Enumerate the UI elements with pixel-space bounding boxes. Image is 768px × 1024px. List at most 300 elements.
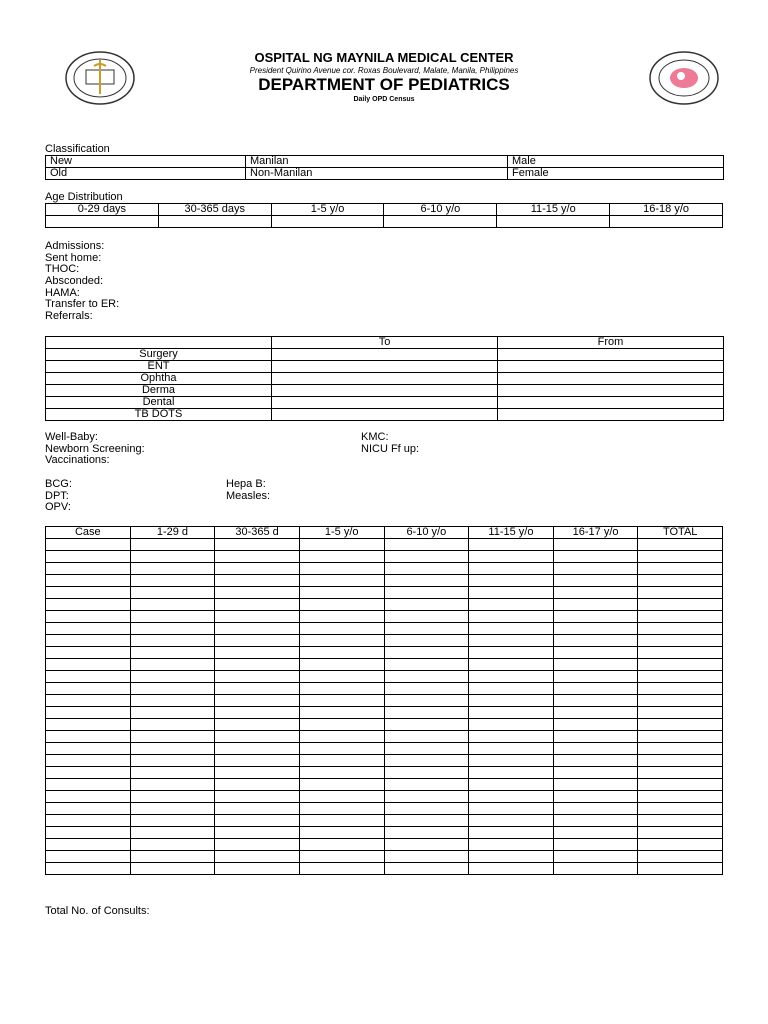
case-count-cell[interactable] bbox=[553, 767, 638, 779]
case-name-cell[interactable] bbox=[46, 755, 131, 767]
age-input-cell[interactable] bbox=[46, 216, 159, 228]
case-count-cell[interactable] bbox=[130, 551, 215, 563]
case-count-cell[interactable] bbox=[384, 695, 469, 707]
case-count-cell[interactable] bbox=[553, 839, 638, 851]
case-count-cell[interactable] bbox=[130, 623, 215, 635]
case-name-cell[interactable] bbox=[46, 587, 131, 599]
case-count-cell[interactable] bbox=[215, 827, 300, 839]
case-count-cell[interactable] bbox=[299, 827, 384, 839]
case-count-cell[interactable] bbox=[638, 659, 723, 671]
case-name-cell[interactable] bbox=[46, 659, 131, 671]
table-header-row bbox=[46, 337, 724, 349]
table-row bbox=[46, 623, 723, 635]
case-count-cell[interactable] bbox=[130, 731, 215, 743]
case-count-cell[interactable] bbox=[553, 671, 638, 683]
case-count-cell[interactable] bbox=[215, 695, 300, 707]
dpt-label: DPT: bbox=[45, 489, 69, 502]
case-count-cell[interactable] bbox=[130, 539, 215, 551]
case-count-cell[interactable] bbox=[215, 635, 300, 647]
table-row bbox=[46, 385, 724, 397]
case-count-cell[interactable] bbox=[384, 851, 469, 863]
case-count-cell[interactable] bbox=[215, 647, 300, 659]
case-count-cell[interactable] bbox=[469, 611, 554, 623]
case-count-cell[interactable] bbox=[299, 539, 384, 551]
case-count-cell[interactable] bbox=[215, 719, 300, 731]
case-count-cell[interactable] bbox=[384, 827, 469, 839]
referral-service: Surgery bbox=[46, 349, 272, 361]
case-header: 11-15 y/o bbox=[469, 527, 554, 539]
case-count-cell[interactable] bbox=[469, 743, 554, 755]
case-header-total: TOTAL bbox=[638, 527, 723, 539]
case-name-cell[interactable] bbox=[46, 731, 131, 743]
case-count-cell[interactable] bbox=[469, 551, 554, 563]
case-count-cell[interactable] bbox=[299, 635, 384, 647]
case-count-cell[interactable] bbox=[638, 647, 723, 659]
case-count-cell[interactable] bbox=[553, 707, 638, 719]
case-count-cell[interactable] bbox=[553, 851, 638, 863]
referral-from-cell[interactable] bbox=[498, 397, 724, 409]
case-count-cell[interactable] bbox=[638, 827, 723, 839]
table-row bbox=[46, 563, 723, 575]
case-count-cell[interactable] bbox=[553, 683, 638, 695]
case-count-cell[interactable] bbox=[553, 611, 638, 623]
case-count-cell[interactable] bbox=[553, 635, 638, 647]
case-count-cell[interactable] bbox=[553, 731, 638, 743]
case-header: 30-365 d bbox=[215, 527, 300, 539]
case-count-cell[interactable] bbox=[215, 767, 300, 779]
case-count-cell[interactable] bbox=[638, 575, 723, 587]
case-count-cell[interactable] bbox=[638, 587, 723, 599]
case-count-cell[interactable] bbox=[299, 623, 384, 635]
case-count-cell[interactable] bbox=[638, 719, 723, 731]
case-count-cell[interactable] bbox=[384, 551, 469, 563]
case-count-cell[interactable] bbox=[299, 611, 384, 623]
case-count-cell[interactable] bbox=[553, 659, 638, 671]
case-name-cell[interactable] bbox=[46, 815, 131, 827]
case-count-cell[interactable] bbox=[215, 851, 300, 863]
newborn-screening-label: Newborn Screening: bbox=[45, 442, 145, 455]
referral-to-cell[interactable] bbox=[272, 409, 498, 421]
case-name-cell[interactable] bbox=[46, 791, 131, 803]
case-count-cell[interactable] bbox=[215, 731, 300, 743]
case-count-cell[interactable] bbox=[469, 815, 554, 827]
case-count-cell[interactable] bbox=[384, 599, 469, 611]
case-count-cell[interactable] bbox=[384, 539, 469, 551]
case-name-cell[interactable] bbox=[46, 695, 131, 707]
case-count-cell[interactable] bbox=[299, 695, 384, 707]
vaccinations-label: Vaccinations: bbox=[45, 454, 110, 467]
case-name-cell[interactable] bbox=[46, 767, 131, 779]
table-row bbox=[46, 791, 723, 803]
referral-to-cell[interactable] bbox=[272, 385, 498, 397]
case-count-cell[interactable] bbox=[384, 707, 469, 719]
case-count-cell[interactable] bbox=[130, 719, 215, 731]
referrals-label: Referrals: bbox=[45, 310, 93, 323]
table-row bbox=[46, 156, 724, 168]
case-count-cell[interactable] bbox=[553, 551, 638, 563]
case-count-cell[interactable] bbox=[130, 839, 215, 851]
case-count-cell[interactable] bbox=[638, 803, 723, 815]
table-row bbox=[46, 827, 723, 839]
case-count-cell[interactable] bbox=[384, 623, 469, 635]
case-count-cell[interactable] bbox=[299, 707, 384, 719]
age-header: 0-29 days bbox=[46, 204, 159, 216]
case-count-cell[interactable] bbox=[215, 803, 300, 815]
case-count-cell[interactable] bbox=[130, 575, 215, 587]
case-name-cell[interactable] bbox=[46, 647, 131, 659]
case-count-cell[interactable] bbox=[553, 803, 638, 815]
case-count-cell[interactable] bbox=[299, 587, 384, 599]
measles-label: Measles: bbox=[226, 489, 271, 502]
case-count-cell[interactable] bbox=[638, 851, 723, 863]
case-count-cell[interactable] bbox=[469, 587, 554, 599]
case-count-cell[interactable] bbox=[553, 695, 638, 707]
case-count-cell[interactable] bbox=[215, 755, 300, 767]
case-count-cell[interactable] bbox=[384, 575, 469, 587]
case-count-cell[interactable] bbox=[553, 575, 638, 587]
case-count-cell[interactable] bbox=[215, 743, 300, 755]
case-count-cell[interactable] bbox=[384, 863, 469, 875]
case-count-cell[interactable] bbox=[130, 827, 215, 839]
table-row bbox=[46, 216, 723, 228]
case-count-cell[interactable] bbox=[299, 779, 384, 791]
case-header: 6-10 y/o bbox=[384, 527, 469, 539]
case-count-cell[interactable] bbox=[638, 755, 723, 767]
case-count-cell[interactable] bbox=[469, 635, 554, 647]
case-count-cell[interactable] bbox=[469, 839, 554, 851]
referrals-table bbox=[45, 336, 724, 421]
case-count-cell[interactable] bbox=[469, 779, 554, 791]
case-count-cell[interactable] bbox=[553, 599, 638, 611]
case-count-cell[interactable] bbox=[384, 839, 469, 851]
case-count-cell[interactable] bbox=[638, 815, 723, 827]
case-count-cell[interactable] bbox=[130, 767, 215, 779]
case-count-cell[interactable] bbox=[469, 563, 554, 575]
age-input-cell[interactable] bbox=[610, 216, 723, 228]
case-count-cell[interactable] bbox=[215, 791, 300, 803]
case-count-cell[interactable] bbox=[215, 551, 300, 563]
case-count-cell[interactable] bbox=[553, 779, 638, 791]
case-count-cell[interactable] bbox=[553, 827, 638, 839]
case-count-cell[interactable] bbox=[469, 731, 554, 743]
case-count-cell[interactable] bbox=[130, 659, 215, 671]
case-count-cell[interactable] bbox=[553, 743, 638, 755]
case-count-cell[interactable] bbox=[215, 611, 300, 623]
case-count-cell[interactable] bbox=[215, 779, 300, 791]
case-count-cell[interactable] bbox=[130, 635, 215, 647]
case-count-cell[interactable] bbox=[469, 647, 554, 659]
case-count-cell[interactable] bbox=[215, 539, 300, 551]
case-count-cell[interactable] bbox=[384, 659, 469, 671]
table-row bbox=[46, 695, 723, 707]
case-count-cell[interactable] bbox=[553, 863, 638, 875]
case-count-cell[interactable] bbox=[384, 719, 469, 731]
case-count-cell[interactable] bbox=[553, 623, 638, 635]
case-name-cell[interactable] bbox=[46, 683, 131, 695]
case-count-cell[interactable] bbox=[299, 671, 384, 683]
classification-cell[interactable]: Male bbox=[508, 156, 724, 168]
table-row bbox=[46, 707, 723, 719]
referral-header-to: To bbox=[272, 337, 498, 349]
case-name-cell[interactable] bbox=[46, 623, 131, 635]
case-count-cell[interactable] bbox=[130, 599, 215, 611]
age-header: 30-365 days bbox=[158, 204, 271, 216]
case-header: 1-29 d bbox=[130, 527, 215, 539]
case-count-cell[interactable] bbox=[384, 779, 469, 791]
case-count-cell[interactable] bbox=[215, 623, 300, 635]
case-count-cell[interactable] bbox=[638, 767, 723, 779]
case-count-cell[interactable] bbox=[469, 767, 554, 779]
table-row bbox=[46, 671, 723, 683]
case-count-cell[interactable] bbox=[469, 695, 554, 707]
case-count-cell[interactable] bbox=[638, 671, 723, 683]
case-name-cell[interactable] bbox=[46, 803, 131, 815]
case-count-cell[interactable] bbox=[638, 539, 723, 551]
case-count-cell[interactable] bbox=[553, 719, 638, 731]
hama-label: HAMA: bbox=[45, 286, 80, 299]
age-input-cell[interactable] bbox=[271, 216, 384, 228]
case-count-cell[interactable] bbox=[553, 563, 638, 575]
case-count-cell[interactable] bbox=[299, 815, 384, 827]
table-row bbox=[46, 539, 723, 551]
case-count-cell[interactable] bbox=[130, 791, 215, 803]
table-row bbox=[46, 599, 723, 611]
case-count-cell[interactable] bbox=[299, 803, 384, 815]
case-count-cell[interactable] bbox=[638, 707, 723, 719]
case-count-cell[interactable] bbox=[469, 755, 554, 767]
case-name-cell[interactable] bbox=[46, 611, 131, 623]
case-count-cell[interactable] bbox=[299, 743, 384, 755]
case-count-cell[interactable] bbox=[299, 767, 384, 779]
referral-to-cell[interactable] bbox=[272, 361, 498, 373]
case-count-cell[interactable] bbox=[215, 863, 300, 875]
case-count-cell[interactable] bbox=[469, 791, 554, 803]
case-count-cell[interactable] bbox=[638, 563, 723, 575]
case-name-cell[interactable] bbox=[46, 779, 131, 791]
referral-service: Dental bbox=[46, 397, 272, 409]
case-count-cell[interactable] bbox=[299, 839, 384, 851]
case-count-cell[interactable] bbox=[384, 743, 469, 755]
case-name-cell[interactable] bbox=[46, 707, 131, 719]
age-distribution-title: Age Distribution bbox=[45, 191, 123, 203]
case-count-cell[interactable] bbox=[469, 863, 554, 875]
case-count-cell[interactable] bbox=[638, 635, 723, 647]
case-count-cell[interactable] bbox=[469, 683, 554, 695]
case-count-cell[interactable] bbox=[469, 599, 554, 611]
case-count-cell[interactable] bbox=[299, 599, 384, 611]
case-count-cell[interactable] bbox=[215, 563, 300, 575]
table-row bbox=[46, 731, 723, 743]
case-count-cell[interactable] bbox=[638, 623, 723, 635]
case-count-cell[interactable] bbox=[384, 767, 469, 779]
referral-from-cell[interactable] bbox=[498, 385, 724, 397]
case-count-cell[interactable] bbox=[384, 803, 469, 815]
referral-header-from: From bbox=[498, 337, 724, 349]
case-count-cell[interactable] bbox=[130, 851, 215, 863]
age-input-cell[interactable] bbox=[158, 216, 271, 228]
referral-from-cell[interactable] bbox=[498, 409, 724, 421]
case-count-cell[interactable] bbox=[384, 683, 469, 695]
admissions-label: Admissions: bbox=[45, 240, 105, 252]
case-count-cell[interactable] bbox=[215, 671, 300, 683]
case-count-cell[interactable] bbox=[553, 791, 638, 803]
case-count-cell[interactable] bbox=[215, 707, 300, 719]
case-count-cell[interactable] bbox=[553, 587, 638, 599]
case-count-cell[interactable] bbox=[384, 611, 469, 623]
case-count-cell[interactable] bbox=[299, 719, 384, 731]
case-name-cell[interactable] bbox=[46, 599, 131, 611]
case-name-cell[interactable] bbox=[46, 719, 131, 731]
case-name-cell[interactable] bbox=[46, 563, 131, 575]
case-count-cell[interactable] bbox=[469, 623, 554, 635]
referral-from-cell[interactable] bbox=[498, 349, 724, 361]
table-row bbox=[46, 349, 724, 361]
case-count-cell[interactable] bbox=[215, 659, 300, 671]
case-count-cell[interactable] bbox=[384, 791, 469, 803]
case-count-cell[interactable] bbox=[130, 587, 215, 599]
case-name-cell[interactable] bbox=[46, 575, 131, 587]
case-count-cell[interactable] bbox=[130, 755, 215, 767]
case-count-cell[interactable] bbox=[130, 671, 215, 683]
case-count-cell[interactable] bbox=[469, 671, 554, 683]
referral-from-cell[interactable] bbox=[498, 373, 724, 385]
referral-service: TB DOTS bbox=[46, 409, 272, 421]
age-distribution-table bbox=[45, 203, 723, 228]
case-count-cell[interactable] bbox=[130, 803, 215, 815]
case-count-cell[interactable] bbox=[469, 719, 554, 731]
case-count-cell[interactable] bbox=[130, 863, 215, 875]
case-count-cell[interactable] bbox=[469, 659, 554, 671]
case-count-cell[interactable] bbox=[130, 683, 215, 695]
case-count-cell[interactable] bbox=[299, 563, 384, 575]
case-count-cell[interactable] bbox=[469, 851, 554, 863]
age-input-cell[interactable] bbox=[497, 216, 610, 228]
case-count-cell[interactable] bbox=[638, 695, 723, 707]
case-count-cell[interactable] bbox=[638, 611, 723, 623]
case-count-cell[interactable] bbox=[130, 647, 215, 659]
case-count-cell[interactable] bbox=[299, 851, 384, 863]
case-count-cell[interactable] bbox=[130, 743, 215, 755]
referral-from-cell[interactable] bbox=[498, 361, 724, 373]
classification-cell[interactable]: New bbox=[46, 156, 246, 168]
case-count-cell[interactable] bbox=[130, 563, 215, 575]
case-name-cell[interactable] bbox=[46, 743, 131, 755]
table-row bbox=[46, 551, 723, 563]
programs-left bbox=[45, 432, 145, 467]
case-name-cell[interactable] bbox=[46, 851, 131, 863]
case-count-cell[interactable] bbox=[384, 731, 469, 743]
case-count-cell[interactable] bbox=[130, 695, 215, 707]
case-name-cell[interactable] bbox=[46, 551, 131, 563]
case-count-cell[interactable] bbox=[469, 803, 554, 815]
case-count-cell[interactable] bbox=[638, 599, 723, 611]
case-count-cell[interactable] bbox=[553, 647, 638, 659]
case-count-cell[interactable] bbox=[469, 539, 554, 551]
programs-right bbox=[361, 432, 419, 455]
referral-to-cell[interactable] bbox=[272, 373, 498, 385]
case-count-cell[interactable] bbox=[638, 863, 723, 875]
case-count-cell[interactable] bbox=[299, 575, 384, 587]
case-name-cell[interactable] bbox=[46, 863, 131, 875]
case-count-cell[interactable] bbox=[469, 707, 554, 719]
case-count-cell[interactable] bbox=[215, 599, 300, 611]
case-count-cell[interactable] bbox=[469, 575, 554, 587]
case-name-cell[interactable] bbox=[46, 635, 131, 647]
thoc-label: THOC: bbox=[45, 263, 80, 276]
case-count-cell[interactable] bbox=[384, 647, 469, 659]
case-name-cell[interactable] bbox=[46, 539, 131, 551]
case-name-cell[interactable] bbox=[46, 671, 131, 683]
case-header: 16-17 y/o bbox=[553, 527, 638, 539]
classification-cell[interactable]: Non-Manilan bbox=[246, 168, 508, 180]
age-input-cell[interactable] bbox=[384, 216, 497, 228]
case-count-cell[interactable] bbox=[384, 587, 469, 599]
case-count-cell[interactable] bbox=[553, 539, 638, 551]
case-count-cell[interactable] bbox=[130, 611, 215, 623]
case-count-cell[interactable] bbox=[384, 755, 469, 767]
referral-to-cell[interactable] bbox=[272, 397, 498, 409]
classification-cell[interactable]: Manilan bbox=[246, 156, 508, 168]
referral-header bbox=[46, 337, 272, 349]
case-count-cell[interactable] bbox=[215, 587, 300, 599]
case-count-cell[interactable] bbox=[384, 563, 469, 575]
case-count-cell[interactable] bbox=[553, 815, 638, 827]
case-count-cell[interactable] bbox=[299, 659, 384, 671]
case-count-cell[interactable] bbox=[638, 779, 723, 791]
case-count-cell[interactable] bbox=[384, 671, 469, 683]
case-count-cell[interactable] bbox=[469, 827, 554, 839]
case-count-cell[interactable] bbox=[299, 863, 384, 875]
case-count-cell[interactable] bbox=[638, 839, 723, 851]
case-count-cell[interactable] bbox=[638, 743, 723, 755]
case-count-cell[interactable] bbox=[638, 791, 723, 803]
age-header: 11-15 y/o bbox=[497, 204, 610, 216]
case-count-cell[interactable] bbox=[130, 779, 215, 791]
case-count-cell[interactable] bbox=[299, 731, 384, 743]
case-count-cell[interactable] bbox=[215, 575, 300, 587]
case-count-cell[interactable] bbox=[130, 707, 215, 719]
case-count-cell[interactable] bbox=[384, 635, 469, 647]
case-count-cell[interactable] bbox=[215, 839, 300, 851]
table-row bbox=[46, 587, 723, 599]
case-count-cell[interactable] bbox=[638, 551, 723, 563]
case-count-cell[interactable] bbox=[553, 755, 638, 767]
case-count-cell[interactable] bbox=[299, 647, 384, 659]
case-name-cell[interactable] bbox=[46, 839, 131, 851]
case-count-cell[interactable] bbox=[299, 551, 384, 563]
case-header: 1-5 y/o bbox=[299, 527, 384, 539]
referral-service: ENT bbox=[46, 361, 272, 373]
referral-to-cell[interactable] bbox=[272, 349, 498, 361]
classification-table bbox=[45, 155, 724, 180]
case-count-cell[interactable] bbox=[299, 755, 384, 767]
case-count-cell[interactable] bbox=[215, 815, 300, 827]
case-count-cell[interactable] bbox=[299, 791, 384, 803]
table-row bbox=[46, 361, 724, 373]
case-count-cell[interactable] bbox=[215, 683, 300, 695]
case-count-cell[interactable] bbox=[299, 683, 384, 695]
case-name-cell[interactable] bbox=[46, 827, 131, 839]
cases-table bbox=[45, 526, 723, 875]
classification-cell[interactable]: Old bbox=[46, 168, 246, 180]
table-header-row bbox=[46, 527, 723, 539]
case-count-cell[interactable] bbox=[130, 815, 215, 827]
classification-cell[interactable]: Female bbox=[508, 168, 724, 180]
case-count-cell[interactable] bbox=[638, 683, 723, 695]
case-count-cell[interactable] bbox=[638, 731, 723, 743]
case-count-cell[interactable] bbox=[384, 815, 469, 827]
table-row bbox=[46, 767, 723, 779]
